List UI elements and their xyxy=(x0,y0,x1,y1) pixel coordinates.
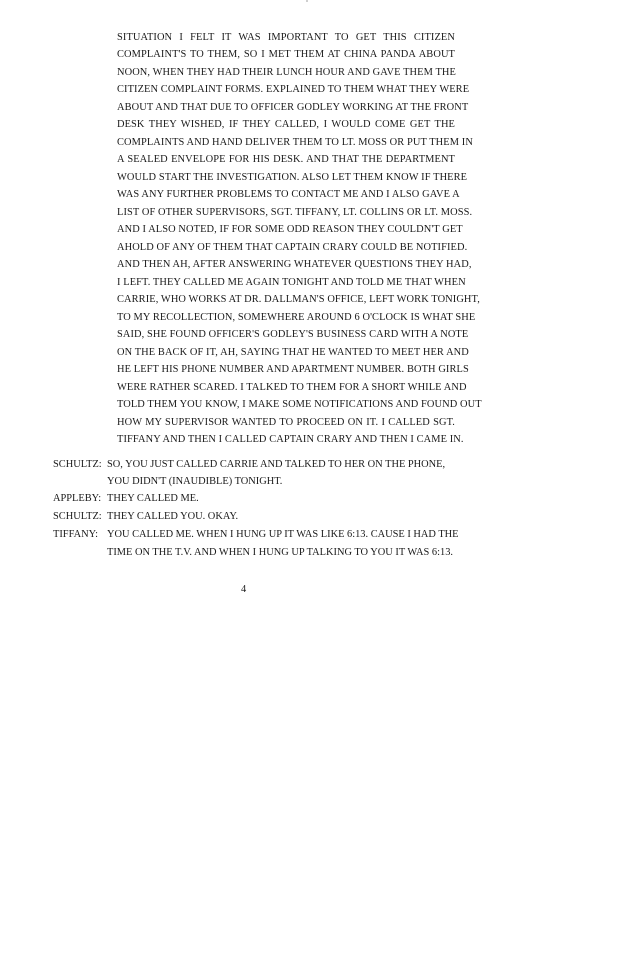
utterance-line: YOU CALLED ME. WHEN I HUNG UP IT WAS LIKE 6:13. CAUSE I HAD THE xyxy=(107,529,459,540)
narrative-line: AHOLD OF ANY OF THEM THAT CAPTAIN CRARY COULD BE NOTIFIED. xyxy=(117,242,468,253)
narrative-line: WOULD START THE INVESTIGATION. ALSO LET THEM KNOW IF THERE xyxy=(117,172,468,183)
speaker-label: TIFFANY: xyxy=(53,529,99,540)
narrative-line: TO MY RECOLLECTION, SOMEWHERE AROUND 6 O'CLOCK IS WHAT SHE xyxy=(117,312,476,323)
narrative-line: COMPLAINT'S TO THEM, SO I MET THEM AT CHINA PANDA ABOUT xyxy=(117,49,455,60)
narrative-line: CARRIE, WHO WORKS AT DR. DALLMAN'S OFFICE, LEFT WORK TONIGHT, xyxy=(117,294,480,305)
scan-speck xyxy=(306,0,308,2)
utterance-line: THEY CALLED ME. xyxy=(107,493,199,504)
narrative-line: HOW MY SUPERVISOR WANTED TO PROCEED ON IT. I CALLED SGT. xyxy=(117,417,455,428)
narrative-line: WAS ANY FURTHER PROBLEMS TO CONTACT ME AND I ALSO GAVE A xyxy=(117,189,460,200)
utterance-line: YOU DIDN'T (INAUDIBLE) TONIGHT. xyxy=(107,476,283,487)
narrative-line: LIST OF OTHER SUPERVISORS, SGT. TIFFANY, LT. COLLINS OR LT. MOSS. xyxy=(117,207,473,218)
narrative-line: SITUATION I FELT IT WAS IMPORTANT TO GET THIS CITIZEN xyxy=(117,32,455,43)
utterance-line: SO, YOU JUST CALLED CARRIE AND TALKED TO HER ON THE PHONE, xyxy=(107,459,446,470)
speaker-label: APPLEBY: xyxy=(53,493,102,504)
narrative-line: AND I ALSO NOTED, IF FOR SOME ODD REASON THEY COULDN'T GET xyxy=(117,224,463,235)
narrative-line: CITIZEN COMPLAINT FORMS. EXPLAINED TO THEM WHAT THEY WERE xyxy=(117,84,470,95)
narrative-line: A SEALED ENVELOPE FOR HIS DESK. AND THAT THE DEPARTMENT xyxy=(117,154,455,165)
narrative-line: COMPLAINTS AND HAND DELIVER THEM TO LT. MOSS OR PUT THEM IN xyxy=(117,137,473,148)
narrative-line: I LEFT. THEY CALLED ME AGAIN TONIGHT AND TOLD ME THAT WHEN xyxy=(117,277,466,288)
speaker-label: SCHULTZ: xyxy=(53,511,102,522)
narrative-line: AND THEN AH, AFTER ANSWERING WHATEVER QUESTIONS THEY HAD, xyxy=(117,259,472,270)
utterance-line: THEY CALLED YOU. OKAY. xyxy=(107,511,239,522)
narrative-line: SAID, SHE FOUND OFFICER'S GODLEY'S BUSINESS CARD WITH A NOTE xyxy=(117,329,469,340)
narrative-line: TIFFANY AND THEN I CALLED CAPTAIN CRARY AND THEN I CAME IN. xyxy=(117,434,464,445)
narrative-line: HE LEFT HIS PHONE NUMBER AND APARTMENT NUMBER. BOTH GIRLS xyxy=(117,364,469,375)
utterance-line: TIME ON THE T.V. AND WHEN I HUNG UP TALKING TO YOU IT WAS 6:13. xyxy=(107,547,453,558)
page-number: 4 xyxy=(241,584,247,595)
narrative-line: ABOUT AND THAT DUE TO OFFICER GODLEY WORKING AT THE FRONT xyxy=(117,102,469,113)
narrative-line: WERE RATHER SCARED. I TALKED TO THEM FOR A SHORT WHILE AND xyxy=(117,382,467,393)
narrative-line: TOLD THEM YOU KNOW, I MAKE SOME NOTIFICATIONS AND FOUND OUT xyxy=(117,399,482,410)
narrative-line: ON THE BACK OF IT, AH, SAYING THAT HE WANTED TO MEET HER AND xyxy=(117,347,469,358)
speaker-label: SCHULTZ: xyxy=(53,459,102,470)
narrative-line: NOON, WHEN THEY HAD THEIR LUNCH HOUR AND GAVE THEM THE xyxy=(117,67,456,78)
narrative-line: DESK THEY WISHED, IF THEY CALLED, I WOULD COME GET THE xyxy=(117,119,455,130)
